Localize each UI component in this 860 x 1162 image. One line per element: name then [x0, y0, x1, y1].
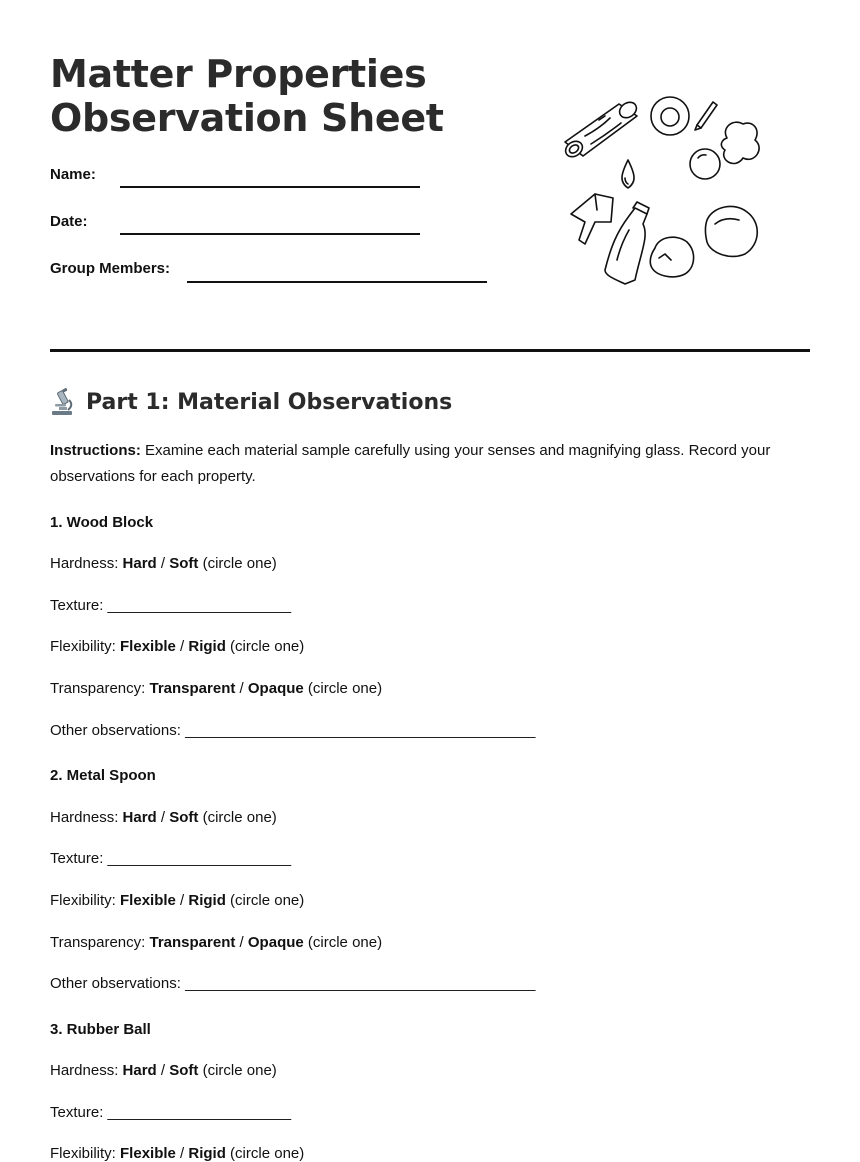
- soft-option[interactable]: Soft: [169, 555, 199, 572]
- hard-option[interactable]: Hard: [122, 555, 157, 572]
- texture-row[interactable]: Texture: ______________________: [50, 1104, 292, 1121]
- hard-option[interactable]: Hard: [122, 1062, 157, 1079]
- name-label: Name:: [50, 166, 96, 183]
- cloth-icon: [571, 194, 613, 244]
- opaque-option[interactable]: Opaque: [247, 934, 304, 951]
- rigid-option[interactable]: Rigid: [188, 892, 226, 909]
- transparent-option[interactable]: Transparent: [149, 934, 236, 951]
- transparency-row: Transparency: Transparent / Opaque (circle one): [50, 680, 383, 697]
- texture-row[interactable]: Texture: ______________________: [50, 597, 292, 614]
- part1-heading-text: Part 1: Material Observations: [86, 389, 453, 415]
- flexible-option[interactable]: Flexible: [120, 892, 176, 909]
- flexibility-row: Flexibility: Flexible / Rigid (circle one): [50, 638, 305, 655]
- instructions: [50, 438, 810, 490]
- group-members-line[interactable]: [187, 281, 487, 283]
- other-observations-blank: __________________________________________: [185, 722, 536, 739]
- hardness-row: Hardness: Hard / Soft (circle one): [50, 809, 277, 826]
- title-line-2: Observation Sheet: [50, 96, 444, 140]
- page-title: [50, 52, 444, 140]
- rock-icon: [650, 237, 693, 277]
- part1-heading: [50, 388, 452, 416]
- date-field: [50, 213, 88, 230]
- texture-row[interactable]: Texture: ______________________: [50, 850, 292, 867]
- name-field: [50, 166, 96, 183]
- group-members-label: Group Members:: [50, 260, 171, 277]
- opaque-option[interactable]: Opaque: [247, 680, 304, 697]
- date-label: Date:: [50, 213, 88, 230]
- transparency-row: Transparency: Transparent / Opaque (circle one): [50, 934, 383, 951]
- materials-doodle-illustration: [555, 90, 785, 290]
- other-observations-blank: __________________________________________: [185, 975, 536, 992]
- marble-icon: [690, 149, 720, 179]
- material-title: 2. Metal Spoon: [50, 767, 156, 784]
- rigid-option[interactable]: Rigid: [188, 638, 226, 655]
- name-line[interactable]: [120, 186, 420, 188]
- other-observations-row[interactable]: Other observations: __________________________________________: [50, 722, 536, 739]
- flexibility-row: Flexibility: Flexible / Rigid (circle one): [50, 1145, 305, 1162]
- other-observations-row[interactable]: Other observations: __________________________________________: [50, 975, 536, 992]
- stone-icon: [706, 206, 758, 256]
- hardness-row: Hardness: Hard / Soft (circle one): [50, 555, 277, 572]
- water-drop-icon: [622, 160, 634, 188]
- flexible-option[interactable]: Flexible: [120, 638, 176, 655]
- microscope-icon: [50, 388, 76, 416]
- soft-option[interactable]: Soft: [169, 1062, 199, 1079]
- section-divider: [50, 349, 810, 352]
- instructions-text: Examine each material sample carefully using your senses and magnifying glass. Record your observations for each property.: [50, 442, 771, 485]
- pencil-icon: [695, 102, 717, 130]
- texture-blank: ______________________: [107, 850, 292, 867]
- texture-blank: ______________________: [107, 597, 292, 614]
- instructions-label: Instructions:: [50, 442, 141, 459]
- plate-icon: [651, 97, 689, 135]
- flexibility-row: Flexibility: Flexible / Rigid (circle one): [50, 892, 305, 909]
- texture-blank: ______________________: [107, 1104, 292, 1121]
- rigid-option[interactable]: Rigid: [188, 1145, 226, 1162]
- title-line-1: Matter Properties: [50, 52, 427, 96]
- hard-option[interactable]: Hard: [122, 809, 157, 826]
- soft-option[interactable]: Soft: [169, 809, 199, 826]
- material-title: 1. Wood Block: [50, 514, 154, 531]
- wood-log-icon: [563, 99, 640, 160]
- hardness-row: Hardness: Hard / Soft (circle one): [50, 1062, 277, 1079]
- clay-blob-icon: [721, 122, 759, 163]
- flexible-option[interactable]: Flexible: [120, 1145, 176, 1162]
- transparent-option[interactable]: Transparent: [149, 680, 236, 697]
- date-line[interactable]: [120, 233, 420, 235]
- material-title: 3. Rubber Ball: [50, 1021, 151, 1038]
- group-members-field: [50, 260, 170, 277]
